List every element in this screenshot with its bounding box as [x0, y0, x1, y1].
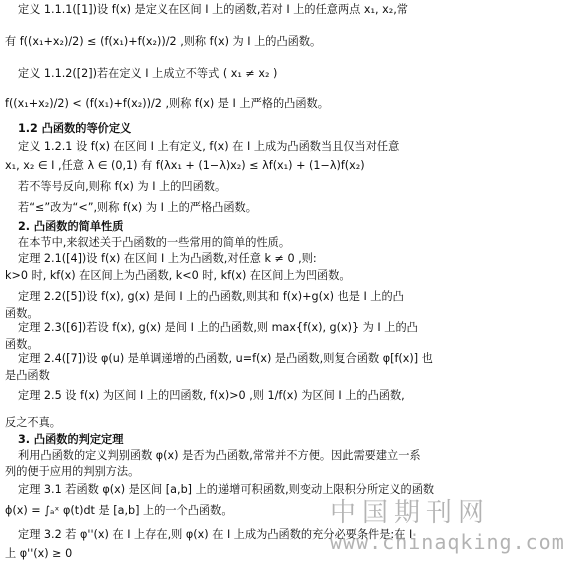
- section-3-intro-line-2: 列的便于应用的判别方法。: [5, 465, 140, 478]
- theorem-3-1-line-1: 定理 3.1 若函数 φ(x) 是区间 [a,b] 上的递增可积函数,则变动上限积分所定义的函数: [18, 483, 435, 496]
- theorem-2-4-line-1: 定理 2.4([7])设 φ(u) 是单调递增的凸函数, u=f(x) 是凸函数,则复合函数 φ[f(x)] 也: [18, 352, 433, 365]
- theorem-2-2-line-2: 函数。: [5, 307, 39, 320]
- watermark-url: www.chinaqking.com: [330, 530, 565, 554]
- strict-convex-line: 若“≤”改为“<”,则称 f(x) 为 I 上的严格凸函数。: [18, 201, 257, 214]
- section-3-intro-line-1: 利用凸函数的定义判别函数 φ(x) 是否为凸函数,常常并不方便。因此需要建立一系: [18, 449, 421, 462]
- theorem-2-5-line-2: 反之不真。: [5, 416, 61, 429]
- section-heading-3: 3. 凸函数的判定定理: [18, 433, 124, 446]
- theorem-3-2-line-1: 定理 3.2 若 φ''(x) 在 I 上存在,则 φ(x) 在 I 上成为凸函数的充分必要条件是:在 I: [18, 528, 413, 541]
- theorem-2-1-line-2: k>0 时, kf(x) 在区间上为凸函数, k<0 时, kf(x) 在区间上为凹函数。: [5, 269, 351, 282]
- theorem-2-4-line-2: 是凸函数: [5, 369, 50, 382]
- theorem-2-3-line-2: 函数。: [5, 338, 39, 351]
- theorem-3-2-line-2: 上 φ''(x) ≥ 0: [5, 547, 73, 560]
- theorem-2-5-line-1: 定理 2.5 设 f(x) 为区间 I 上的凹函数, f(x)>0 ,则 1/f(x) 为区间 I 上的凸函数,: [18, 389, 405, 402]
- definition-1-2-1-line-2: x₁, x₂ ∈ I ,任意 λ ∈ (0,1) 有 f(λx₁ + (1−λ)x₂) ≤ λf(x₁) + (1−λ)f(x₂): [5, 159, 365, 172]
- watermark-chinese: 中国期刊网: [330, 498, 491, 528]
- theorem-2-2-line-1: 定理 2.2([5])设 f(x), g(x) 是间 I 上的凸函数,则其和 f(x)+g(x) 也是 I 上的凸: [18, 290, 404, 303]
- definition-1-1-1-line-1: 定义 1.1.1([1])设 f(x) 是定义在区间 I 上的函数,若对 I 上的任意两点 x₁, x₂,常: [18, 3, 408, 16]
- theorem-2-3-line-1: 定理 2.3([6])若设 f(x), g(x) 是间 I 上的凸函数,则 max{f(x), g(x)} 为 I 上的凸: [18, 321, 418, 334]
- definition-1-1-2-line-2: f((x₁+x₂)/2) < (f(x₁)+f(x₂))/2 ,则称 f(x) 是 I 上严格的凸函数。: [5, 97, 329, 110]
- section-2-intro: 在本节中,来叙述关于凸函数的一些常用的简单的性质。: [18, 236, 291, 249]
- definition-1-1-2-line-1: 定义 1.1.2([2])若在定义 I 上成立不等式 ( x₁ ≠ x₂ ): [18, 67, 278, 80]
- concave-definition-line: 若不等号反向,则称 f(x) 为 I 上的凹函数。: [18, 180, 227, 193]
- theorem-2-1-line-1: 定理 2.1([4])设 f(x) 在区间 I 上为凸函数,对任意 k ≠ 0 ,则:: [18, 252, 317, 265]
- theorem-3-1-line-2: ϕ(x) = ∫ₐˣ φ(t)dt 是 [a,b] 上的一个凸函数。: [5, 504, 233, 517]
- section-heading-2: 2. 凸函数的简单性质: [18, 220, 124, 233]
- definition-1-1-1-line-2: 有 f((x₁+x₂)/2) ≤ (f(x₁)+f(x₂))/2 ,则称 f(x) 为 I 上的凸函数。: [5, 35, 322, 48]
- definition-1-2-1-line-1: 定义 1.2.1 设 f(x) 在区间 I 上有定义, f(x) 在 I 上成为凸函数当且仅当对任意: [18, 140, 400, 153]
- section-heading-1-2: 1.2 凸函数的等价定义: [18, 122, 132, 135]
